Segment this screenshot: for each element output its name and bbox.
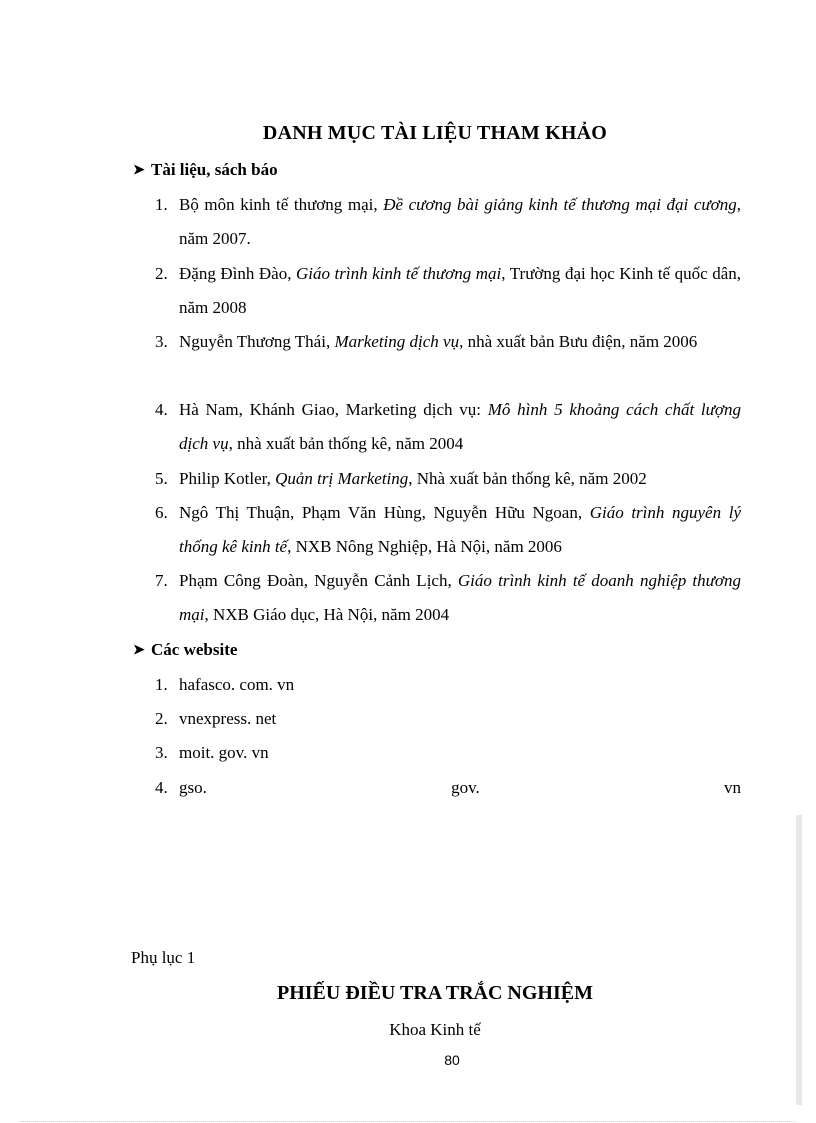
website-item: 2. vnexpress. net <box>155 702 741 736</box>
reference-item: 2. Đặng Đình Đào, Giáo trình kinh tế thương mại, Trường đại học Kinh tế quốc dân, năm 2008 <box>155 257 741 325</box>
website-number: 1. <box>155 675 168 694</box>
reference-number: 1. <box>155 195 168 214</box>
website-number: 2. <box>155 709 168 728</box>
page-bottom-border <box>20 1121 796 1122</box>
reference-item: 6. Ngô Thị Thuận, Phạm Văn Hùng, Nguyễn Hữu Ngoan, Giáo trình nguyên lý thống kê kinh tế, NXB Nông Nghiệp, Hà Nội, năm 2006 <box>155 496 741 564</box>
reference-item: 1. Bộ môn kinh tế thương mại, Đề cương bài giảng kinh tế thương mại đại cương, năm 2007. <box>155 188 741 256</box>
page-title: DANH MỤC TÀI LIỆU THAM KHẢO <box>262 122 608 144</box>
section-heading-label: Tài liệu, sách báo <box>151 160 278 179</box>
section-heading-websites <box>133 640 237 660</box>
arrow-bullet-icon: ➤ <box>133 642 145 658</box>
arrow-bullet-icon: ➤ <box>133 162 145 178</box>
website-item: 3. moit. gov. vn <box>155 736 741 770</box>
reference-number: 7. <box>155 571 168 590</box>
reference-item: 3. Nguyễn Thương Thái, Marketing dịch vụ, nhà xuất bản Bưu điện, năm 2006 <box>155 325 741 359</box>
website-number: 3. <box>155 743 168 762</box>
reference-number: 6. <box>155 503 168 522</box>
reference-item: 7. Phạm Công Đoàn, Nguyễn Cảnh Lịch, Giáo trình kinh tế doanh nghiệp thương mại, NXB Giáo dục, Hà Nội, năm 2004 <box>155 564 741 632</box>
reference-item: 5. Philip Kotler, Quản trị Marketing, Nhà xuất bản thống kê, năm 2002 <box>155 462 741 496</box>
faculty-label: Khoa Kinh tế <box>389 1020 481 1039</box>
reference-item: 4. Hà Nam, Khánh Giao, Marketing dịch vụ: Mô hình 5 khoảng cách chất lượng dịch vụ, nhà xuất bản thống kê, năm 2004 <box>155 393 741 461</box>
website-number: 4. <box>155 778 168 797</box>
section-heading-label: Các website <box>151 640 238 659</box>
reference-number: 3. <box>155 332 168 351</box>
appendix-label: Phụ lục 1 <box>131 948 196 967</box>
section-heading-books <box>133 160 278 180</box>
website-item: 4. gso. gov. vn <box>155 771 741 805</box>
page-number: 80 <box>444 1052 460 1068</box>
reference-number: 5. <box>155 469 168 488</box>
form-title: PHIẾU ĐIỀU TRA TRẮC NGHIỆM <box>277 982 593 1004</box>
reference-number: 2. <box>155 264 168 283</box>
reference-number: 4. <box>155 400 168 419</box>
website-item: 1. hafasco. com. vn <box>155 668 741 702</box>
